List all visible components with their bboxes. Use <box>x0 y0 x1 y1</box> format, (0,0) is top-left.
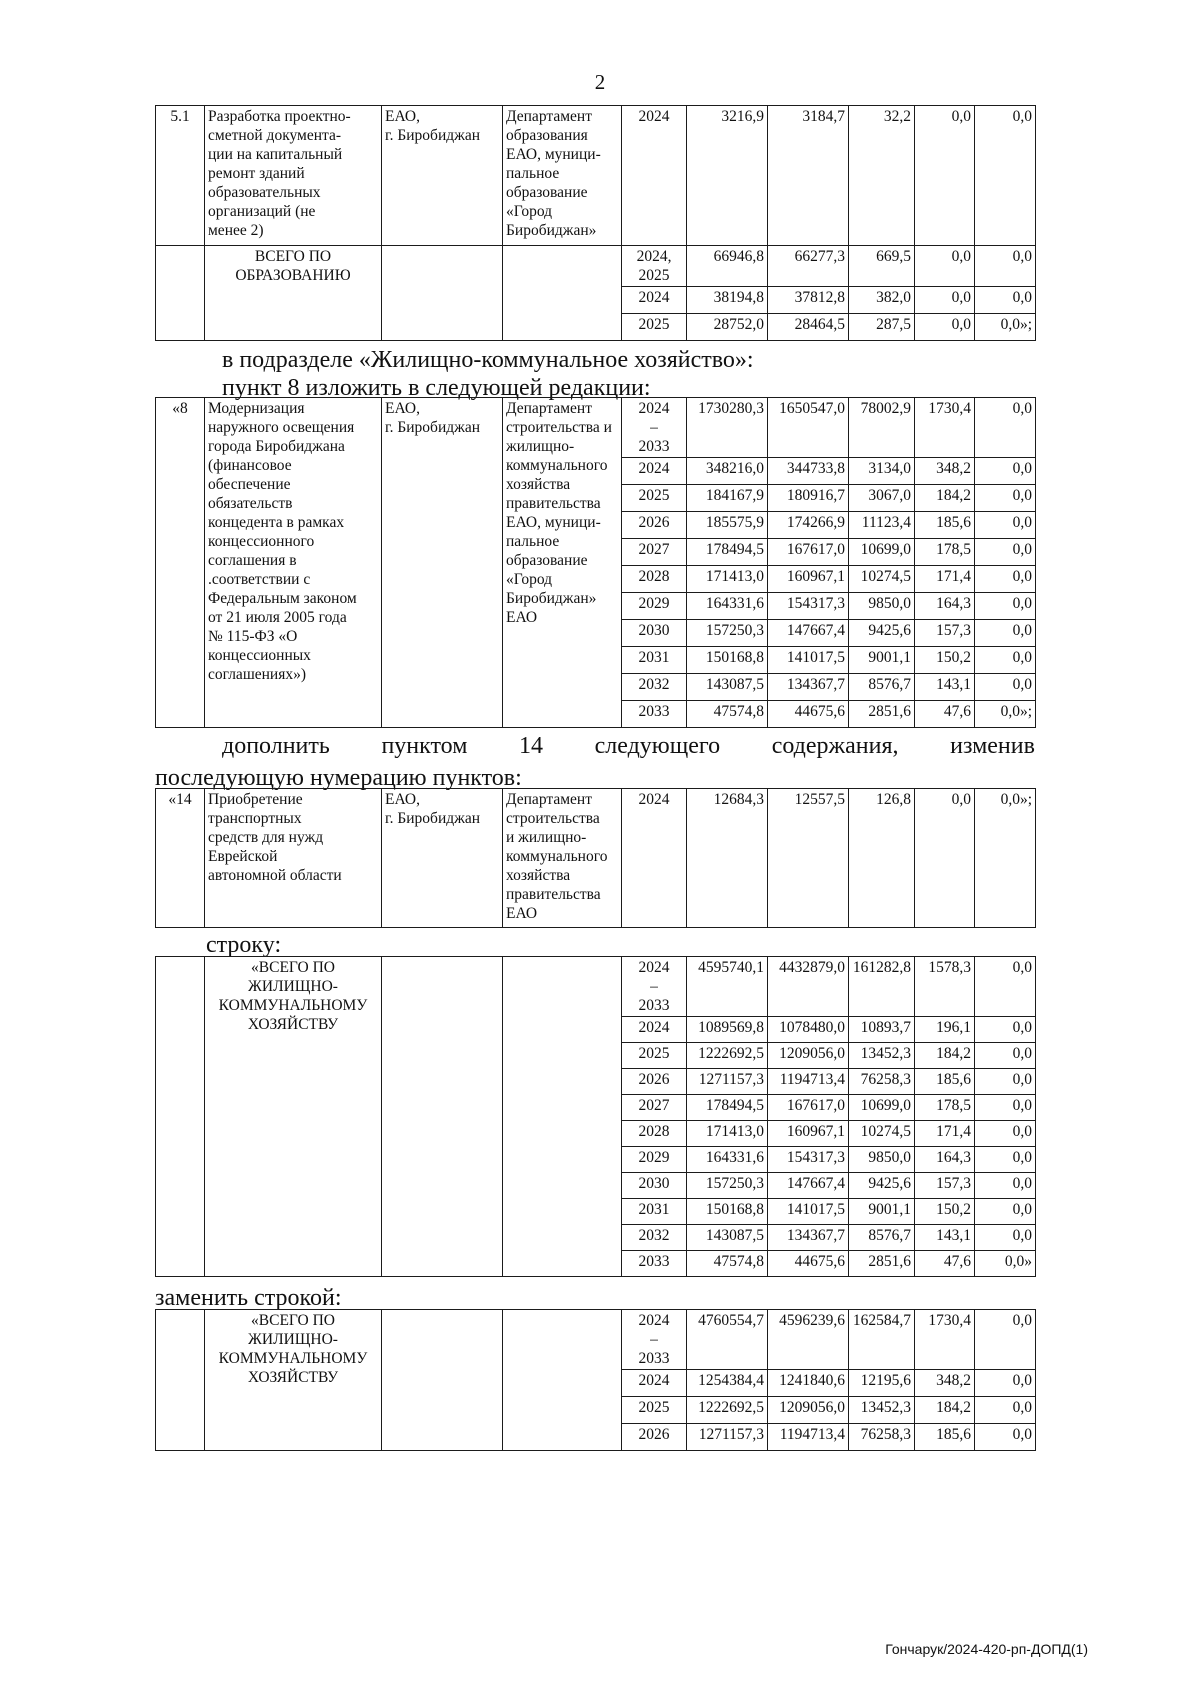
item-number: 5.1 <box>156 106 205 246</box>
table-row: 2029 164331,6 154317,3 9850,0 164,3 0,0 <box>156 593 1036 620</box>
table-row: 2030 157250,3 147667,4 9425,6 157,3 0,0 <box>156 1173 1036 1199</box>
total-label: «ВСЕГО ПО ЖИЛИЩНО- КОММУНАЛЬНОМУ ХОЗЯЙСТВУ <box>205 1310 382 1451</box>
item-executor: Департамент строительства и жилищно- коммунального хозяйства правительства ЕАО, муници- пальное образование «Город Биробиджан» ЕАО <box>503 398 622 728</box>
value-local: 0,0 <box>915 106 975 246</box>
instruction-line: заменить строкой: <box>155 1285 342 1311</box>
value-other: 0,0 <box>975 106 1036 246</box>
table-row: 2032 143087,5 134367,7 8576,7 143,1 0,0 <box>156 674 1036 701</box>
item-place: ЕАО, г. Биробиджан <box>382 398 503 728</box>
document-footer-id: Гончарук/2024-420-рп-ДОПД(1) <box>885 1641 1088 1657</box>
table-row: 2026 1271157,3 1194713,4 76258,3 185,6 0,0 <box>156 1069 1036 1095</box>
section-heading-line: в подразделе «Жилищно-коммунальное хозяйство»: <box>222 347 754 373</box>
item-number: «14 <box>156 789 205 928</box>
table-row: 2029 164331,6 154317,3 9850,0 164,3 0,0 <box>156 1147 1036 1173</box>
table-row: 2028 171413,0 160967,1 10274,5 171,4 0,0 <box>156 1121 1036 1147</box>
table-row: 2031 150168,8 141017,5 9001,1 150,2 0,0 <box>156 647 1036 674</box>
transport-table <box>155 788 1036 928</box>
table-row: 2024 1254384,4 1241840,6 12195,6 348,2 0,0 <box>156 1370 1036 1397</box>
instruction-line: пункт 8 изложить в следующей редакции: <box>222 375 651 401</box>
table-row: ВСЕГО ПО ОБРАЗОВАНИЮ 2024, 2025 66946,8 66277,3 669,5 0,0 0,0 <box>156 246 1036 287</box>
table-row: 2024 38194,8 37812,8 382,0 0,0 0,0 <box>156 287 1036 314</box>
table-row: 2024 348216,0 344733,8 3134,0 348,2 0,0 <box>156 458 1036 485</box>
item-place: ЕАО, г. Биробиджан <box>382 106 503 246</box>
instruction-line: строку: <box>206 932 282 958</box>
new-housing-total-table <box>155 1309 1036 1451</box>
item-number: «8 <box>156 398 205 728</box>
value-regional: 32,2 <box>849 106 915 246</box>
table-row: 2031 150168,8 141017,5 9001,1 150,2 0,0 <box>156 1199 1036 1225</box>
instruction-line-justified: дополнить пунктом 14 следующего содержания, изменив <box>222 733 1035 759</box>
education-table <box>155 105 1036 341</box>
table-row: 2028 171413,0 160967,1 10274,5 171,4 0,0 <box>156 566 1036 593</box>
table-row: 2025 1222692,5 1209056,0 13452,3 184,2 0,0 <box>156 1397 1036 1424</box>
table-row: 2032 143087,5 134367,7 8576,7 143,1 0,0 <box>156 1225 1036 1251</box>
table-row: 2026 185575,9 174266,9 11123,4 185,6 0,0 <box>156 512 1036 539</box>
table-row: «ВСЕГО ПО ЖИЛИЩНО- КОММУНАЛЬНОМУ ХОЗЯЙСТВУ 2024 – 2033 4760554,7 4596239,6 162584,7 1730,4 0,0 <box>156 1310 1036 1370</box>
old-housing-total-table <box>155 956 1036 1277</box>
item-executor: Департамент образования ЕАО, муници- пальное образование «Город Биробиджан» <box>503 106 622 246</box>
table-row: 2025 1222692,5 1209056,0 13452,3 184,2 0,0 <box>156 1043 1036 1069</box>
table-row: 2026 1271157,3 1194713,4 76258,3 185,6 0,0 <box>156 1424 1036 1451</box>
item-name: Модернизация наружного освещения города Биробиджана (финансовое обеспечение обязательств концедента в рамках концессионного соглашения в .соответствии с Федеральным законом от 21 июля 2005 года № 115-ФЗ «О концессионных соглашениях») <box>205 398 382 728</box>
total-label: ВСЕГО ПО ОБРАЗОВАНИЮ <box>205 246 382 341</box>
total-label: «ВСЕГО ПО ЖИЛИЩНО- КОММУНАЛЬНОМУ ХОЗЯЙСТВУ <box>205 957 382 1277</box>
item-name: Приобретение транспортных средств для нужд Еврейской автономной области <box>205 789 382 928</box>
table-row: 2027 178494,5 167617,0 10699,0 178,5 0,0 <box>156 539 1036 566</box>
lighting-modernization-table <box>155 397 1036 728</box>
table-row: 2025 184167,9 180916,7 3067,0 184,2 0,0 <box>156 485 1036 512</box>
item-year: 2024 <box>622 106 687 246</box>
table-row: 2033 47574,8 44675,6 2851,6 47,6 0,0»; <box>156 701 1036 728</box>
item-place: ЕАО, г. Биробиджан <box>382 789 503 928</box>
value-total: 3216,9 <box>687 106 768 246</box>
table-row: 2024 1089569,8 1078480,0 10893,7 196,1 0,0 <box>156 1017 1036 1043</box>
value-federal: 3184,7 <box>768 106 849 246</box>
table-row <box>156 106 1036 246</box>
item-executor: Департамент строительства и жилищно- коммунального хозяйства правительства ЕАО <box>503 789 622 928</box>
instruction-line: последующую нумерацию пунктов: <box>155 765 522 791</box>
table-row: 2030 157250,3 147667,4 9425,6 157,3 0,0 <box>156 620 1036 647</box>
table-row: 2025 28752,0 28464,5 287,5 0,0 0,0»; <box>156 314 1036 341</box>
table-row: «8 Модернизация наружного освещения города Биробиджана (финансовое обеспечение обязательств концедента в рамках концессионного соглашения в .соответствии с Федеральным законом от 21 июля 2005 года № 115-ФЗ «О концессионных соглашениях») ЕАО, г. Биробиджан Департамент строительства и жилищно- коммунального хозяйства правительства ЕАО, муници- пальное образование «Город Биробиджан» ЕАО 2024 – 2033 1730280,3 1650547,0 78002,9 1730,4 0,0 <box>156 398 1036 458</box>
table-row: «ВСЕГО ПО ЖИЛИЩНО- КОММУНАЛЬНОМУ ХОЗЯЙСТВУ 2024 – 2033 4595740,1 4432879,0 161282,8 1578,3 0,0 <box>156 957 1036 1017</box>
page-number: 2 <box>594 70 606 94</box>
item-name: Разработка проектно- сметной документа- ции на капитальный ремонт зданий образовательных организаций (не менее 2) <box>205 106 382 246</box>
table-row: «14 Приобретение транспортных средств для нужд Еврейской автономной области ЕАО, г. Биробиджан Департамент строительства и жилищно- коммунального хозяйства правительства ЕАО 2024 12684,3 12557,5 126,8 0,0 0,0»; <box>156 789 1036 928</box>
table-row: 2033 47574,8 44675,6 2851,6 47,6 0,0» <box>156 1251 1036 1277</box>
table-row: 2027 178494,5 167617,0 10699,0 178,5 0,0 <box>156 1095 1036 1121</box>
